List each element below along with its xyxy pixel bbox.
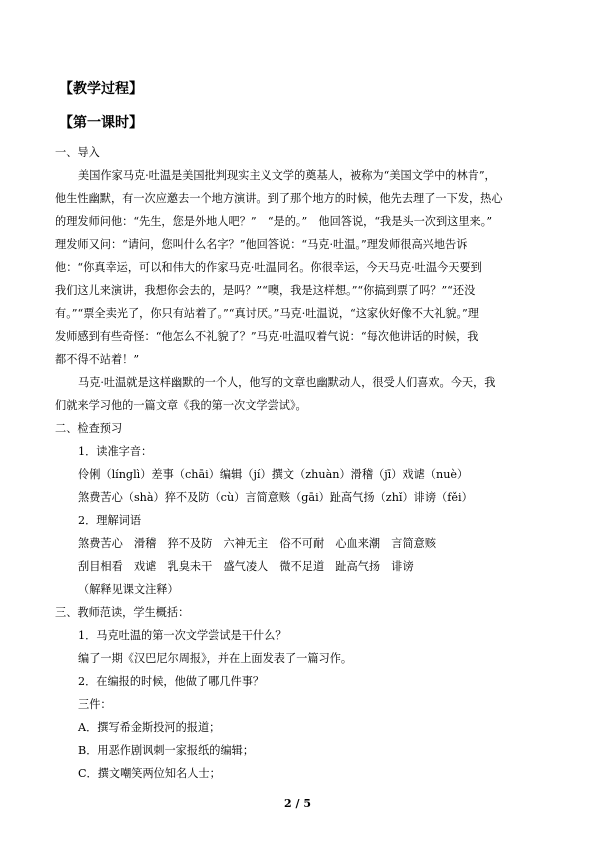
answer-item: B．用恶作剧讽刺一家报纸的编辑； bbox=[78, 744, 255, 757]
paragraph-line: 的理发师问他：“先生，您是外地人吧？” “是的。” 他回答说，“我是头一次到这里来。” bbox=[55, 215, 493, 228]
vocabulary-line: 煞费苦心 滑稽 猝不及防 六神无主 俗不可耐 心血来潮 言简意赅 bbox=[78, 537, 437, 550]
pronunciation-line: 煞费苦心（shà）猝不及防（cù）言简意赅（gāi）趾高气扬（zhǐ）诽谤（fěi） bbox=[78, 491, 473, 504]
list-item: 2．理解词语 bbox=[78, 514, 142, 527]
heading-teaching-process: 【教学过程】 bbox=[59, 81, 143, 97]
paragraph-line: 们就来学习他的一篇文章《我的第一次文学尝试》。 bbox=[55, 399, 307, 412]
section-heading-preview: 二、检查预习 bbox=[55, 422, 123, 435]
question-line: 1．马克吐温的第一次文学尝试是干什么？ bbox=[78, 629, 287, 642]
paragraph-line: 有。”“票全卖光了，你只有站着了。”“真讨厌。”马克·吐温说，“这家伙好像不大礼貌。”理 bbox=[55, 307, 479, 320]
paragraph-line: 都不得不站着！” bbox=[55, 353, 140, 366]
paragraph-line: 他：“你真幸运，可以和伟大的作家马克·吐温同名。你很幸运，今天马克·吐温今天要到 bbox=[55, 261, 482, 274]
list-item: 1．读准字音： bbox=[78, 445, 153, 458]
pronunciation-line: 伶俐（línglì）差事（chāi）编辑（jí）撰文（zhuàn）滑稽（jī）戏谑（nuè） bbox=[78, 468, 469, 481]
section-heading-intro: 一、导入 bbox=[55, 146, 100, 159]
answer-line: 三件： bbox=[78, 698, 112, 711]
heading-first-lesson: 【第一课时】 bbox=[59, 115, 143, 131]
question-line: 2．在编报的时候，他做了哪几件事？ bbox=[78, 675, 265, 688]
answer-item: C．撰文嘲笑两位知名人士； bbox=[78, 767, 221, 780]
paragraph-line: 马克·吐温就是这样幽默的一个人，他写的文章也幽默动人，很受人们喜欢。今天，我 bbox=[78, 376, 496, 389]
section-heading-reading: 三、教师范读，学生概括： bbox=[55, 606, 190, 619]
note-line: （解释见课文注释） bbox=[78, 583, 179, 596]
vocabulary-line: 刮目相看 戏谑 乳臭未干 盛气凌人 微不足道 趾高气扬 诽谤 bbox=[78, 560, 414, 573]
paragraph-line: 我们这儿来演讲，我想你会去的，是吗？”“噢，我是这样想。”“你搞到票了吗？”“还没 bbox=[55, 284, 476, 297]
paragraph-line: 他生性幽默，有一次应邀去一个地方演讲。到了那个地方的时候，他先去理了一下发，热心 bbox=[55, 192, 503, 205]
answer-line: 编了一期《汉巴尼尔周报》，并在上面发表了一篇习作。 bbox=[78, 652, 353, 665]
paragraph-line: 美国作家马克·吐温是美国批判现实主义文学的奠基人，被称为“美国文学中的林肯”， bbox=[78, 169, 496, 182]
page-number: 2 / 5 bbox=[284, 797, 311, 810]
paragraph-line: 理发师又问：“请问，您叫什么名字？”他回答说：“马克·吐温。”理发师很高兴地告诉 bbox=[55, 238, 468, 251]
paragraph-line: 发师感到有些奇怪：“他怎么不礼貌了？”马克·吐温叹着气说：“每次他讲话的时候，我 bbox=[55, 330, 479, 343]
answer-item: A．撰写希金斯投河的报道； bbox=[78, 721, 221, 734]
